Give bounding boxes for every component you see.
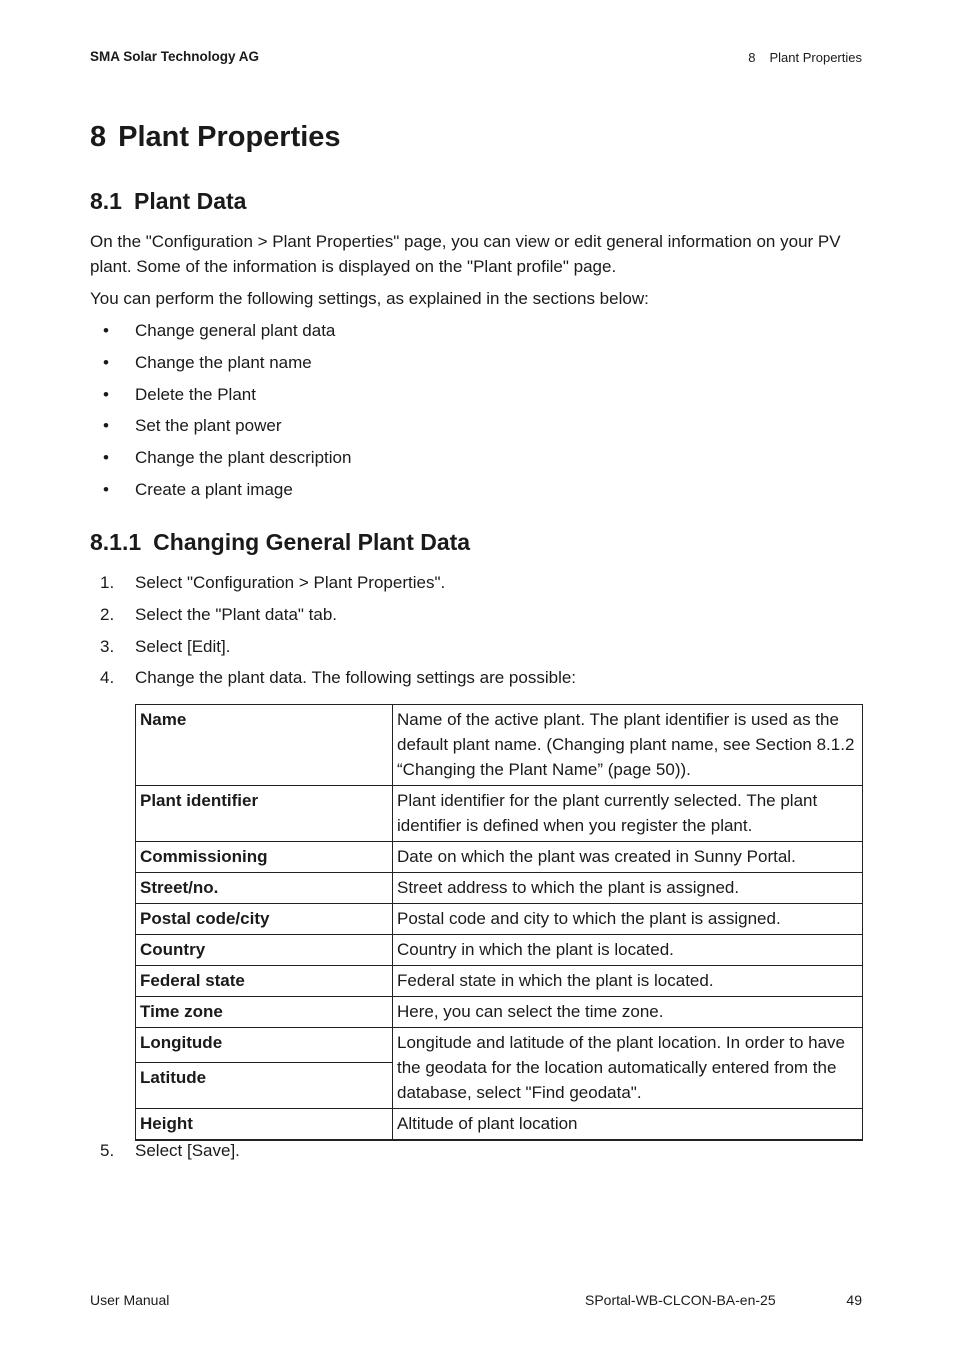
header-chapter	[748, 50, 862, 65]
table-key-cell: Postal code/city	[136, 904, 393, 935]
table-row	[136, 1109, 863, 1141]
list-item	[90, 382, 351, 414]
step-text: Select [Edit].	[135, 636, 231, 656]
bullet-marker: •	[103, 384, 109, 404]
table-desc-cell: Postal code and city to which the plant is assigned.	[393, 904, 863, 935]
table-row	[136, 1028, 863, 1063]
subsection-title: Changing General Plant Data	[153, 529, 471, 555]
table-desc-cell: Federal state in which the plant is located.	[393, 966, 863, 997]
list-item	[90, 445, 351, 477]
bullet-text: Create a plant image	[135, 479, 293, 499]
table-desc-cell: Longitude and latitude of the plant location. In order to have the geodata for the location automatically entered from the database, select "Find geodata".	[393, 1028, 863, 1109]
table-key-cell: Height	[136, 1109, 393, 1141]
table-row	[136, 786, 863, 842]
table-key-cell: Federal state	[136, 966, 393, 997]
step-text: Select the "Plant data" tab.	[135, 604, 338, 624]
plant-data-table	[135, 704, 863, 1141]
table-desc-cell: Street address to which the plant is assigned.	[393, 873, 863, 904]
subsection-number: 8.1.1	[90, 529, 142, 555]
table-desc-cell: Altitude of plant location	[393, 1109, 863, 1141]
step-number: 3.	[100, 636, 115, 656]
step-item	[90, 570, 576, 602]
bullet-marker: •	[103, 479, 109, 499]
bullet-text: Change the plant description	[135, 448, 352, 468]
section-number: 8.1	[90, 188, 122, 214]
table-row	[136, 966, 863, 997]
list-item	[90, 413, 351, 445]
bullet-marker: •	[103, 321, 109, 340]
settings-bullet-list	[90, 318, 351, 509]
table-row	[136, 935, 863, 966]
table-desc-cell: Date on which the plant was created in Sunny Portal.	[393, 842, 863, 873]
bullet-text: Delete the Plant	[135, 384, 256, 404]
table-desc-cell: Plant identifier for the plant currently selected. The plant identifier is defined when you register the plant.	[393, 786, 863, 842]
footer-document-id: SPortal-WB-CLCON-BA-en-25	[585, 1292, 776, 1308]
footer-page-number: 49	[846, 1292, 862, 1308]
bullet-text: Set the plant power	[135, 416, 282, 436]
bullet-marker: •	[103, 416, 109, 436]
table-row	[136, 997, 863, 1028]
table-key-cell: Street/no.	[136, 873, 393, 904]
bullet-marker: •	[103, 448, 109, 468]
table-key-cell: Time zone	[136, 997, 393, 1028]
bullet-text: Change general plant data	[135, 321, 336, 340]
chapter-title: Plant Properties	[118, 121, 341, 153]
step-item	[90, 634, 576, 666]
step-number: 5.	[100, 1141, 115, 1160]
table-row	[136, 873, 863, 904]
bullet-marker: •	[103, 352, 109, 372]
step-text: Select "Configuration > Plant Properties".	[135, 573, 446, 592]
chapter-heading	[90, 121, 341, 154]
table-desc-cell: Country in which the plant is located.	[393, 935, 863, 966]
header-company: SMA Solar Technology AG	[90, 49, 260, 64]
table-desc-cell: Here, you can select the time zone.	[393, 997, 863, 1028]
intro-paragraph: On the "Configuration > Plant Properties" page, you can view or edit general information on your PV plant. Some of the information is displayed on the "Plant profile" page.	[90, 232, 841, 276]
list-item	[90, 318, 351, 350]
table-key-cell: Latitude	[136, 1063, 393, 1109]
table-key-cell: Plant identifier	[136, 786, 393, 842]
step-text: Select [Save].	[135, 1141, 240, 1160]
table-key-cell: Name	[136, 705, 393, 786]
subsection-heading	[90, 529, 470, 556]
section-heading	[90, 188, 246, 215]
table-row	[136, 842, 863, 873]
step-item	[90, 602, 576, 634]
table-key-cell: Country	[136, 935, 393, 966]
steps-list	[90, 570, 576, 697]
header-chapter-number: 8	[748, 50, 756, 65]
header-chapter-title: Plant Properties	[769, 50, 862, 65]
footer-manual-label: User Manual	[90, 1292, 170, 1308]
table-row	[136, 705, 863, 786]
step-item	[90, 1138, 240, 1163]
table-key-cell: Commissioning	[136, 842, 393, 873]
chapter-number: 8	[90, 121, 107, 153]
list-item	[90, 477, 351, 509]
step-item	[90, 665, 576, 697]
table-key-cell: Longitude	[136, 1028, 393, 1063]
bullet-text: Change the plant name	[135, 352, 312, 372]
list-item	[90, 350, 351, 382]
table-row	[136, 904, 863, 935]
step-number: 1.	[100, 573, 115, 592]
step-number: 2.	[100, 604, 115, 624]
step-text: Change the plant data. The following settings are possible:	[135, 668, 577, 688]
table-desc-cell: Name of the active plant. The plant identifier is used as the default plant name. (Changing plant name, see Section 8.1.2 “Changing the Plant Name” (page 50)).	[393, 705, 863, 786]
step-number: 4.	[100, 668, 115, 688]
settings-intro-paragraph: You can perform the following settings, as explained in the sections below:	[90, 289, 649, 308]
section-title: Plant Data	[133, 188, 247, 214]
